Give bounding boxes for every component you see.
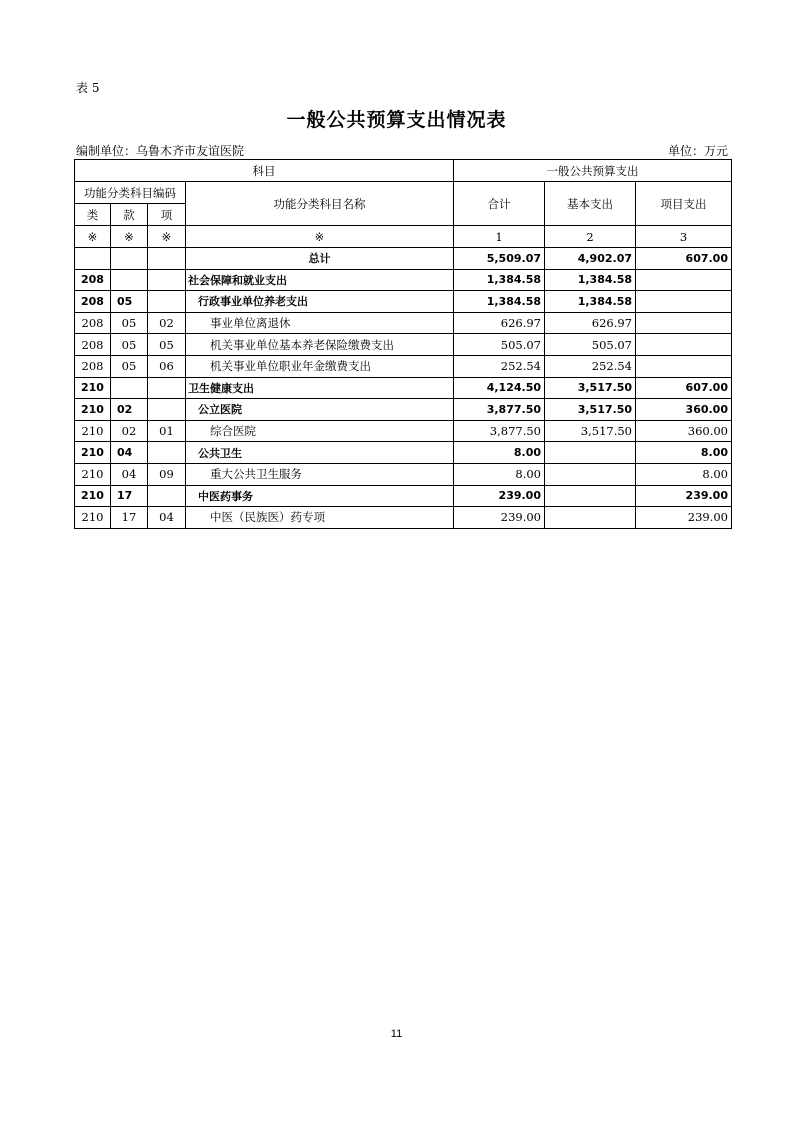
cell-xiang: 09 <box>148 463 186 485</box>
cell-total: 505.07 <box>454 334 545 356</box>
currency-unit: 单位：万元 <box>667 144 728 158</box>
table-row <box>75 377 732 399</box>
cell-project: 360.00 <box>636 399 732 421</box>
cell-basic <box>545 463 636 485</box>
cell-total: 3,877.50 <box>454 420 545 442</box>
header-subject: 科目 <box>75 160 454 182</box>
cell-project <box>636 269 732 291</box>
cell-basic <box>545 507 636 529</box>
cell-basic <box>545 485 636 507</box>
cell-kuan: 04 <box>111 463 148 485</box>
cell-name: 社会保障和就业支出 <box>186 269 454 291</box>
cell-project: 8.00 <box>636 442 732 464</box>
cell-kuan: 17 <box>111 485 148 507</box>
cell-name: 中医药事务 <box>186 485 454 507</box>
cell-kuan: 02 <box>111 399 148 421</box>
cell-total: 1,384.58 <box>454 269 545 291</box>
cell-name: 卫生健康支出 <box>186 377 454 399</box>
index-basic: 2 <box>545 226 636 248</box>
cell-lei: 208 <box>75 355 111 377</box>
cell-xiang: 02 <box>148 312 186 334</box>
header-xiang: 项 <box>148 204 186 226</box>
table-row <box>75 507 732 529</box>
header-total: 合计 <box>454 182 545 226</box>
cell-xiang <box>148 485 186 507</box>
compiling-unit: 编制单位：乌鲁木齐市友谊医院 <box>76 144 245 158</box>
cell-kuan: 05 <box>111 291 148 313</box>
table-row <box>75 399 732 421</box>
cell-xiang <box>148 442 186 464</box>
cell-basic: 252.54 <box>545 355 636 377</box>
cell-project: 239.00 <box>636 507 732 529</box>
cell-name: 中医（民族医）药专项 <box>186 507 454 529</box>
table-row <box>75 442 732 464</box>
cell-name: 机关事业单位基本养老保险缴费支出 <box>186 334 454 356</box>
table-number: 表 5 <box>76 81 100 95</box>
mark-name: ※ <box>186 226 454 248</box>
cell-total: 252.54 <box>454 355 545 377</box>
cell-project <box>636 291 732 313</box>
cell-name: 机关事业单位职业年金缴费支出 <box>186 355 454 377</box>
cell-project: 607.00 <box>636 248 732 270</box>
mark-kuan: ※ <box>111 226 148 248</box>
cell-project <box>636 312 732 334</box>
table-row <box>75 269 732 291</box>
budget-table <box>74 159 732 529</box>
mark-lei: ※ <box>75 226 111 248</box>
header-project: 项目支出 <box>636 182 732 226</box>
cell-lei: 208 <box>75 291 111 313</box>
table-row <box>75 420 732 442</box>
cell-lei: 208 <box>75 269 111 291</box>
table-row <box>75 248 732 270</box>
cell-total: 1,384.58 <box>454 291 545 313</box>
cell-basic: 4,902.07 <box>545 248 636 270</box>
cell-basic: 1,384.58 <box>545 269 636 291</box>
table-row <box>75 355 732 377</box>
cell-kuan: 05 <box>111 312 148 334</box>
cell-total: 4,124.50 <box>454 377 545 399</box>
table-body <box>75 248 732 529</box>
cell-total: 626.97 <box>454 312 545 334</box>
cell-kuan <box>111 269 148 291</box>
cell-name: 事业单位离退休 <box>186 312 454 334</box>
cell-kuan: 04 <box>111 442 148 464</box>
cell-kuan: 17 <box>111 507 148 529</box>
cell-lei: 210 <box>75 377 111 399</box>
cell-project: 8.00 <box>636 463 732 485</box>
cell-lei <box>75 248 111 270</box>
cell-total: 8.00 <box>454 463 545 485</box>
page-number: 11 <box>390 1028 403 1040</box>
cell-total: 239.00 <box>454 507 545 529</box>
cell-lei: 208 <box>75 334 111 356</box>
cell-xiang: 01 <box>148 420 186 442</box>
cell-lei: 210 <box>75 507 111 529</box>
index-total: 1 <box>454 226 545 248</box>
cell-xiang: 04 <box>148 507 186 529</box>
cell-total: 239.00 <box>454 485 545 507</box>
cell-total: 5,509.07 <box>454 248 545 270</box>
cell-basic: 3,517.50 <box>545 420 636 442</box>
mark-xiang: ※ <box>148 226 186 248</box>
cell-total: 8.00 <box>454 442 545 464</box>
table-row <box>75 485 732 507</box>
cell-lei: 210 <box>75 399 111 421</box>
cell-lei: 210 <box>75 420 111 442</box>
cell-project <box>636 334 732 356</box>
cell-name: 重大公共卫生服务 <box>186 463 454 485</box>
header-lei: 类 <box>75 204 111 226</box>
cell-lei: 210 <box>75 463 111 485</box>
cell-xiang <box>148 399 186 421</box>
cell-name: 总计 <box>186 248 454 270</box>
page-title: 一般公共预算支出情况表 <box>286 109 507 131</box>
table-row <box>75 334 732 356</box>
cell-xiang <box>148 248 186 270</box>
cell-kuan: 05 <box>111 334 148 356</box>
cell-basic: 3,517.50 <box>545 399 636 421</box>
cell-lei: 210 <box>75 485 111 507</box>
cell-xiang <box>148 377 186 399</box>
cell-basic: 3,517.50 <box>545 377 636 399</box>
cell-xiang: 06 <box>148 355 186 377</box>
cell-kuan: 02 <box>111 420 148 442</box>
cell-basic: 626.97 <box>545 312 636 334</box>
cell-project <box>636 355 732 377</box>
cell-project: 239.00 <box>636 485 732 507</box>
index-project: 3 <box>636 226 732 248</box>
header-budget: 一般公共预算支出 <box>454 160 732 182</box>
header-kuan: 款 <box>111 204 148 226</box>
table-row <box>75 463 732 485</box>
cell-name: 综合医院 <box>186 420 454 442</box>
header-name: 功能分类科目名称 <box>186 182 454 226</box>
cell-total: 3,877.50 <box>454 399 545 421</box>
cell-lei: 210 <box>75 442 111 464</box>
cell-basic <box>545 442 636 464</box>
cell-project: 360.00 <box>636 420 732 442</box>
cell-kuan: 05 <box>111 355 148 377</box>
cell-kuan <box>111 377 148 399</box>
cell-xiang <box>148 269 186 291</box>
table-row <box>75 312 732 334</box>
cell-kuan <box>111 248 148 270</box>
header-basic: 基本支出 <box>545 182 636 226</box>
cell-basic: 505.07 <box>545 334 636 356</box>
cell-name: 行政事业单位养老支出 <box>186 291 454 313</box>
cell-xiang <box>148 291 186 313</box>
cell-lei: 208 <box>75 312 111 334</box>
cell-name: 公立医院 <box>186 399 454 421</box>
cell-project: 607.00 <box>636 377 732 399</box>
cell-name: 公共卫生 <box>186 442 454 464</box>
table-row <box>75 291 732 313</box>
cell-xiang: 05 <box>148 334 186 356</box>
cell-basic: 1,384.58 <box>545 291 636 313</box>
header-code: 功能分类科目编码 <box>75 182 186 204</box>
